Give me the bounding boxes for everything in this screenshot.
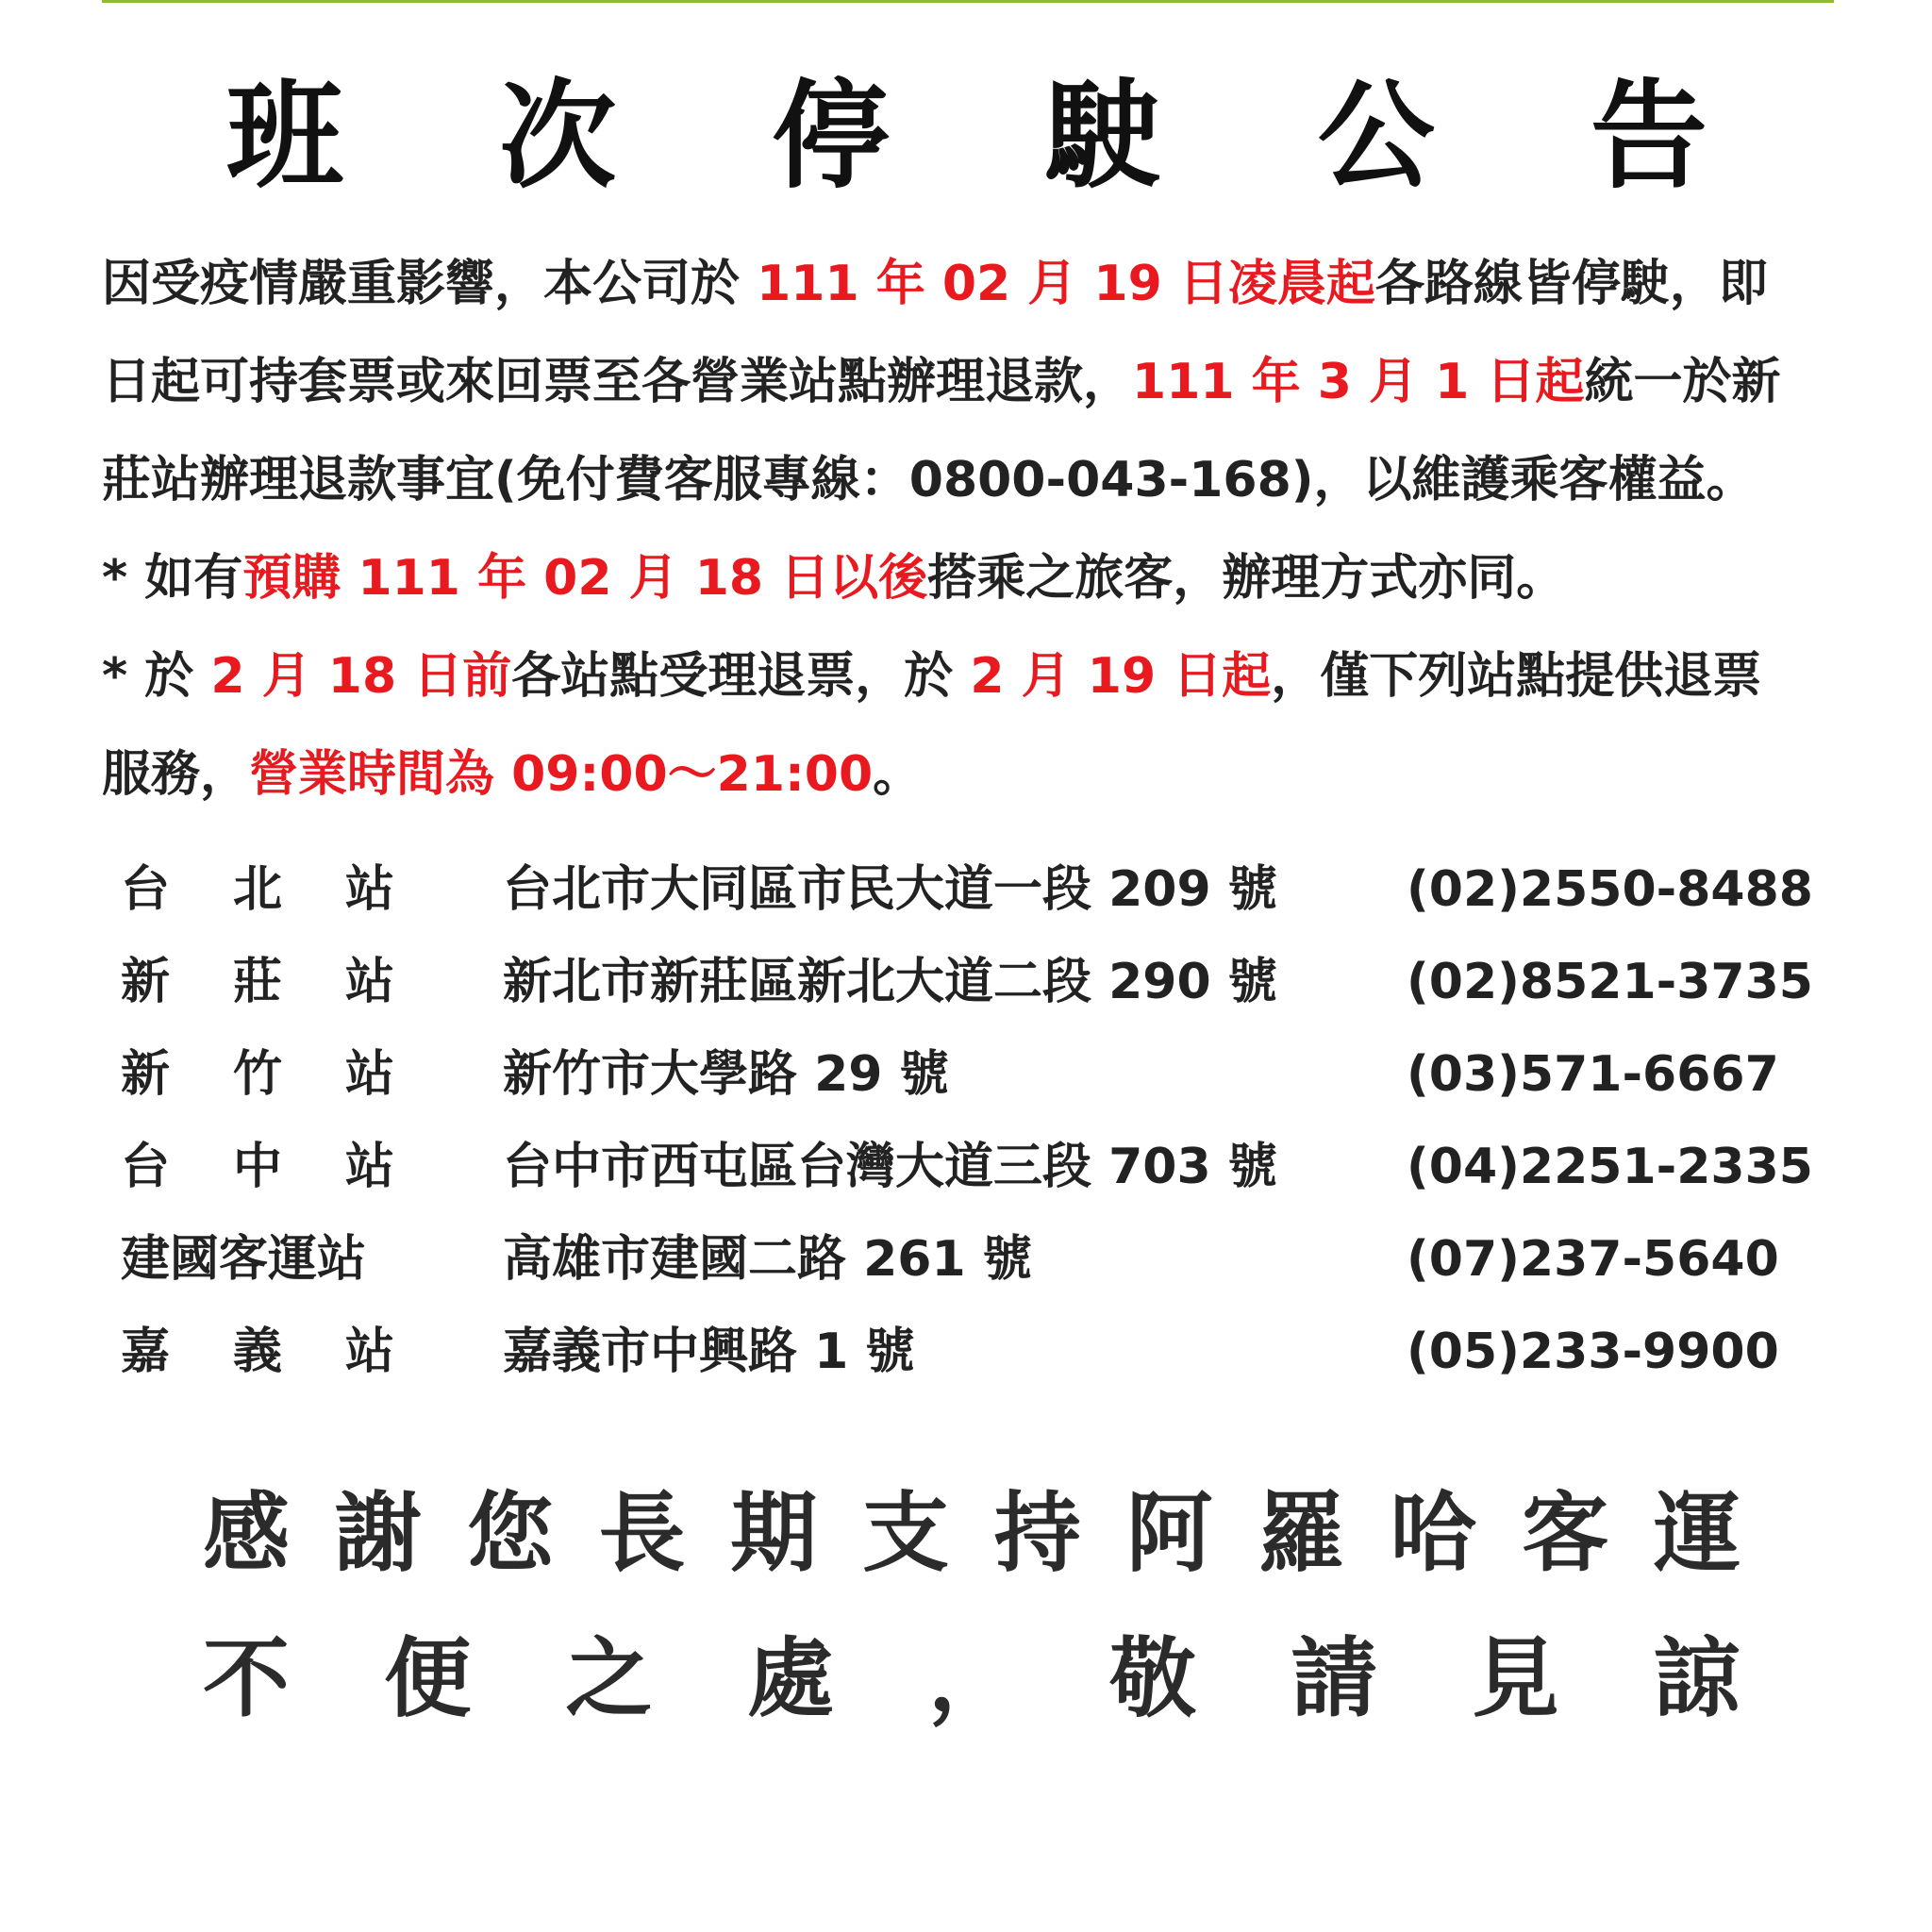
text-segment: 各站點受理退票，於 <box>511 648 971 705</box>
closing-char: 持 <box>993 1483 1081 1584</box>
closing-apology <box>203 1623 1740 1736</box>
closing-char: 處 <box>746 1628 834 1729</box>
station-name-char: 嘉 <box>121 1324 171 1380</box>
closing-char: 哈 <box>1390 1483 1477 1584</box>
body-line-1 <box>102 251 1847 317</box>
station-row <box>121 1041 1819 1134</box>
text-segment: 各路線皆停駛，即 <box>1374 256 1768 312</box>
highlight-segment: 111 年 02 月 19 日凌晨起 <box>757 256 1375 312</box>
station-address: 新北市新莊區新北大道二段 290 號 <box>503 954 1277 1010</box>
closing-char: 見 <box>1472 1628 1559 1729</box>
station-name-char: 中 <box>232 1139 282 1195</box>
station-name-char: 站 <box>344 954 394 1010</box>
highlight-segment: 2 月 19 日起 <box>970 648 1272 705</box>
text-segment: 。 <box>873 746 923 803</box>
text-segment: 統一於新 <box>1584 354 1781 410</box>
station-name <box>121 1041 394 1108</box>
closing-char: 您 <box>466 1483 554 1584</box>
body-line-4 <box>102 545 1847 611</box>
station-row <box>121 1134 1819 1226</box>
station-list <box>121 857 1819 1411</box>
highlight-segment: 2 月 18 日前 <box>210 648 512 705</box>
closing-char: 阿 <box>1125 1483 1213 1584</box>
station-address: 台中市西屯區台灣大道三段 703 號 <box>503 1139 1277 1195</box>
title-char: 告 <box>1590 69 1707 205</box>
station-address: 高雄市建國二路 261 號 <box>503 1231 1032 1288</box>
closing-char: 不 <box>203 1628 291 1729</box>
closing-thanks <box>203 1477 1740 1591</box>
closing-char: 感 <box>203 1483 291 1584</box>
text-segment: 服務， <box>102 746 250 803</box>
station-address: 嘉義市中興路 1 號 <box>503 1324 915 1380</box>
text-segment: * 於 <box>102 648 211 705</box>
body-line-3 <box>102 447 1847 513</box>
station-name-char: 建國客運站 <box>121 1231 367 1288</box>
station-name-char: 站 <box>344 1324 394 1380</box>
station-name-char: 站 <box>344 1046 394 1103</box>
station-address: 台北市大同區市民大道一段 209 號 <box>503 861 1277 918</box>
station-name-char: 站 <box>344 861 394 918</box>
station-name-char: 新 <box>121 1046 171 1103</box>
station-row <box>121 1226 1819 1319</box>
station-name <box>121 1319 394 1385</box>
text-segment: 日起可持套票或來回票至各營業站點辦理退款， <box>102 354 1133 410</box>
station-name <box>121 857 394 923</box>
closing-char: ， <box>927 1628 1015 1729</box>
station-name-char: 北 <box>232 861 282 918</box>
station-name-char: 新 <box>121 954 171 1010</box>
station-name-char: 莊 <box>232 954 282 1010</box>
title-char: 停 <box>772 69 890 205</box>
top-divider-line <box>102 0 1834 3</box>
station-name <box>121 1134 394 1200</box>
closing-char: 請 <box>1291 1628 1378 1729</box>
station-phone: (02)2550-8488 <box>1407 861 1813 918</box>
station-phone: (07)237-5640 <box>1407 1231 1779 1288</box>
text-segment: ，僅下列站點提供退票 <box>1271 648 1762 705</box>
closing-char: 之 <box>565 1628 653 1729</box>
station-name <box>121 1226 394 1292</box>
text-segment: 搭乘之旅客，辦理方式亦同。 <box>927 550 1566 607</box>
text-segment: 莊站辦理退款事宜(免付費客服專線：0800-043-168)，以維護乘客權益。 <box>102 452 1756 508</box>
closing-char: 支 <box>862 1483 950 1584</box>
closing-char: 羅 <box>1257 1483 1345 1584</box>
announcement-title <box>226 66 1707 208</box>
highlight-segment: 預購 111 年 02 月 18 日以後 <box>242 550 928 607</box>
station-name-char: 站 <box>344 1139 394 1195</box>
closing-char: 諒 <box>1653 1628 1740 1729</box>
title-char: 次 <box>499 69 617 205</box>
station-name-char: 台 <box>121 861 171 918</box>
text-segment: 因受疫情嚴重影響，本公司於 <box>102 256 758 312</box>
closing-char: 客 <box>1522 1483 1609 1584</box>
closing-char: 長 <box>598 1483 686 1584</box>
station-phone: (05)233-9900 <box>1407 1324 1779 1380</box>
closing-char: 敬 <box>1109 1628 1197 1729</box>
station-row <box>121 949 1819 1041</box>
station-name-char: 台 <box>121 1139 171 1195</box>
station-row <box>121 1319 1819 1411</box>
station-name-char: 竹 <box>232 1046 282 1103</box>
body-line-2 <box>102 349 1847 415</box>
station-row <box>121 857 1819 949</box>
title-char: 駛 <box>1044 69 1162 205</box>
station-phone: (03)571-6667 <box>1407 1046 1779 1103</box>
closing-char: 謝 <box>334 1483 422 1584</box>
station-phone: (04)2251-2335 <box>1407 1139 1813 1195</box>
station-phone: (02)8521-3735 <box>1407 954 1813 1010</box>
closing-char: 運 <box>1653 1483 1740 1584</box>
body-line-5 <box>102 643 1847 709</box>
text-segment: * 如有 <box>102 550 243 607</box>
highlight-segment: 111 年 3 月 1 日起 <box>1132 354 1585 410</box>
station-name <box>121 949 394 1015</box>
closing-char: 便 <box>384 1628 472 1729</box>
closing-char: 期 <box>730 1483 818 1584</box>
station-name-char: 義 <box>232 1324 282 1380</box>
title-char: 公 <box>1317 69 1435 205</box>
highlight-segment: 營業時間為 09:00～21:00 <box>249 746 874 803</box>
title-char: 班 <box>226 69 344 205</box>
body-line-6 <box>102 741 1847 808</box>
station-address: 新竹市大學路 29 號 <box>503 1046 949 1103</box>
